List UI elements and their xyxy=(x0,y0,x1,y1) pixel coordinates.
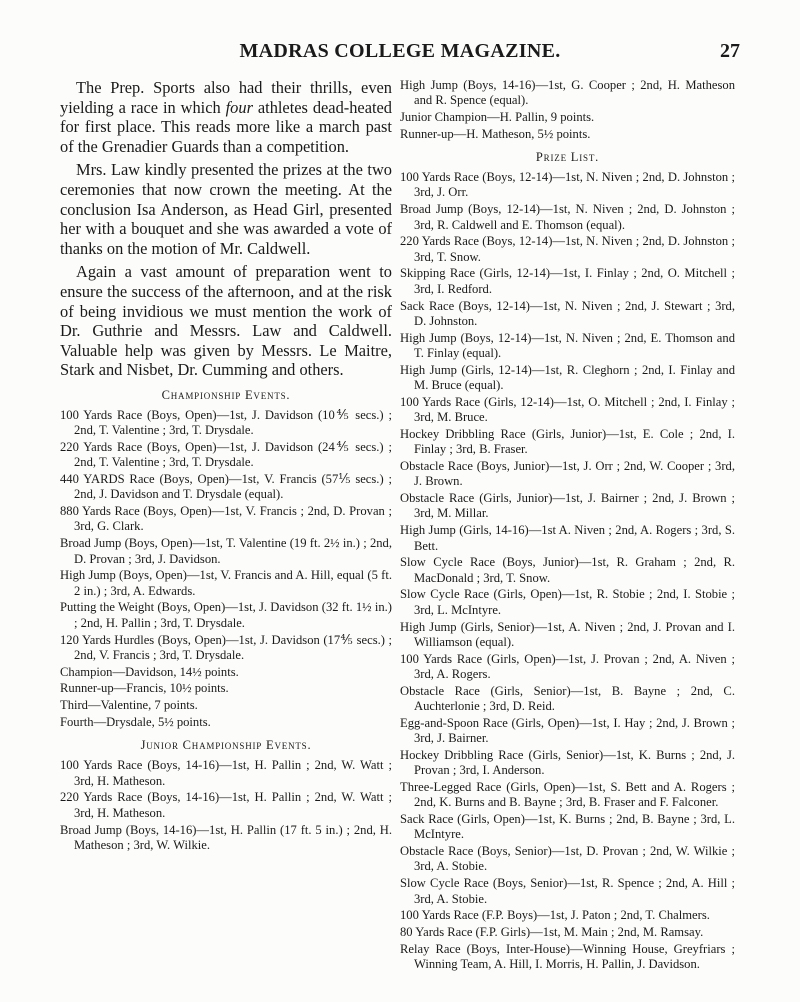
result-entry: 120 Yards Hurdles (Boys, Open)—1st, J. Davidson (17⅘ secs.) ; 2nd, V. Francis ; 3rd, T. Drysdale. xyxy=(60,632,392,662)
result-entry: 100 Yards Race (Boys, 14-16)—1st, H. Pallin ; 2nd, W. Watt ; 3rd, H. Matheson. xyxy=(60,758,392,788)
result-entry: Broad Jump (Boys, 14-16)—1st, H. Pallin (17 ft. 5 in.) ; 2nd, H. Matheson ; 3rd, W. Wilkie. xyxy=(60,822,392,852)
junior-results xyxy=(60,758,392,853)
result-entry: Hockey Dribbling Race (Girls, Senior)—1st, K. Burns ; 2nd, J. Provan ; 3rd, I. Anderson. xyxy=(400,747,735,778)
junior-championship-heading: Junior Championship Events. xyxy=(140,738,312,753)
result-entry: Obstacle Race (Girls, Junior)—1st, J. Bairner ; 2nd, J. Brown ; 3rd, M. Millar. xyxy=(400,491,735,521)
result-entry: Obstacle Race (Boys, Junior)—1st, J. Orr ; 2nd, W. Cooper ; 3rd, J. Brown. xyxy=(400,459,735,489)
championship-heading: Championship Events. xyxy=(161,387,291,402)
result-entry: Broad Jump (Boys, 12-14)—1st, N. Niven ; 2nd, D. Johnston ; 3rd, R. Caldwell and E. Thomson (equal). xyxy=(400,202,735,232)
result-entry: Runner-up—H. Matheson, 5½ points. xyxy=(400,126,591,141)
running-title: MADRAS COLLEGE MAGAZINE. xyxy=(239,40,561,62)
result-entry: Relay Race (Boys, Inter-House)—Winning House, Greyfriars ; Winning Team, A. Hill, I. Morris, H. Pallin, J. Davidson. xyxy=(400,941,735,972)
page-number: 27 xyxy=(720,40,740,62)
result-entry: Slow Cycle Race (Boys, Senior)—1st, R. Spence ; 2nd, A. Hill ; 3rd, A. Stobie. xyxy=(400,876,735,906)
result-entry: 220 Yards Race (Boys, Open)—1st, J. Davidson (24⅘ secs.) ; 2nd, T. Valentine ; 3rd, T. Drysdale. xyxy=(60,440,392,470)
result-entry: 100 Yards Race (F.P. Boys)—1st, J. Paton ; 2nd, T. Chalmers. xyxy=(400,908,710,923)
paragraph-prizes: Mrs. Law kindly presented the prizes at the two ceremonies that now crown the meeting. At the conclusion Isa Anderson, as Head Girl, presented her with a bouquet and she was awarded a vote of thanks on the motion of Mr. Caldwell. xyxy=(60,160,392,258)
result-entry: High Jump (Girls, 14-16)—1st A. Niven ; 2nd, A. Rogers ; 3rd, S. Bett. xyxy=(400,523,735,553)
result-entry: Runner-up—Francis, 10½ points. xyxy=(60,681,229,696)
result-entry: 440 YARDS Race (Boys, Open)—1st, V. Francis (57⅕ secs.) ; 2nd, J. Davidson and T. Drysdale (equal). xyxy=(60,472,392,502)
result-entry: 220 Yards Race (Boys, 14-16)—1st, H. Pallin ; 2nd, W. Watt ; 3rd, H. Matheson. xyxy=(60,790,392,820)
paragraph-prep-sports: The Prep. Sports also had their thrills, even yielding a race in which four athletes dead-heated for first place. This reads more like a march past of the Grenadier Guards than a competition. xyxy=(60,78,392,156)
result-entry: Slow Cycle Race (Boys, Junior)—1st, R. Graham ; 2nd, R. MacDonald ; 3rd, T. Snow. xyxy=(400,555,735,585)
result-entry: 220 Yards Race (Boys, 12-14)—1st, N. Niven ; 2nd, D. Johnston ; 3rd, T. Snow. xyxy=(400,234,735,264)
left-column xyxy=(60,78,392,855)
result-entry: 80 Yards Race (F.P. Girls)—1st, M. Main ; 2nd, M. Ramsay. xyxy=(400,925,704,940)
result-entry: High Jump (Boys, Open)—1st, V. Francis and A. Hill, equal (5 ft. 2 in.) ; 3rd, A. Edwards. xyxy=(60,568,392,598)
page-header xyxy=(60,40,740,70)
result-entry: Hockey Dribbling Race (Girls, Junior)—1st, E. Cole ; 2nd, I. Finlay ; 3rd, B. Fraser. xyxy=(400,426,735,457)
result-entry: Three-Legged Race (Girls, Open)—1st, S. Bett and A. Rogers ; 2nd, K. Burns and B. Bayne ; 3rd, B. Fraser and F. Falconer. xyxy=(400,779,735,810)
result-entry: Skipping Race (Girls, 12-14)—1st, I. Finlay ; 2nd, O. Mitchell ; 3rd, I. Redford. xyxy=(400,266,735,296)
result-entry: Third—Valentine, 7 points. xyxy=(60,698,198,713)
result-entry: 100 Yards Race (Boys, 12-14)—1st, N. Niven ; 2nd, D. Johnston ; 3rd, J. Orr. xyxy=(400,170,735,200)
result-entry: Fourth—Drysdale, 5½ points. xyxy=(60,715,211,730)
result-entry: Slow Cycle Race (Girls, Open)—1st, R. Stobie ; 2nd, I. Stobie ; 3rd, L. McIntyre. xyxy=(400,587,735,617)
junior-results-continued xyxy=(400,78,735,142)
prize-list-results xyxy=(400,170,735,972)
right-column xyxy=(400,78,735,974)
result-entry: High Jump (Girls, 12-14)—1st, R. Cleghorn ; 2nd, I. Finlay and M. Bruce (equal). xyxy=(400,362,735,393)
result-entry: 100 Yards Race (Girls, Open)—1st, J. Provan ; 2nd, A. Niven ; 3rd, A. Rogers. xyxy=(400,651,735,681)
result-entry: Putting the Weight (Boys, Open)—1st, J. Davidson (32 ft. 1½ in.) ; 2nd, H. Pallin ; 3rd, T. Drysdale. xyxy=(60,600,392,630)
result-entry: Obstacle Race (Boys, Senior)—1st, D. Provan ; 2nd, W. Wilkie ; 3rd, A. Stobie. xyxy=(400,844,735,874)
result-entry: 100 Yards Race (Girls, 12-14)—1st, O. Mitchell ; 2nd, I. Finlay ; 3rd, M. Bruce. xyxy=(400,394,735,425)
result-entry: Sack Race (Boys, 12-14)—1st, N. Niven ; 2nd, J. Stewart ; 3rd, D. Johnston. xyxy=(400,298,735,328)
result-entry: Obstacle Race (Girls, Senior)—1st, B. Bayne ; 2nd, C. Auchterlonie ; 3rd, D. Reid. xyxy=(400,683,735,713)
prize-list-heading: Prize List. xyxy=(535,150,600,165)
championship-results xyxy=(60,408,392,730)
result-entry: 880 Yards Race (Boys, Open)—1st, V. Francis ; 2nd, D. Provan ; 3rd, G. Clark. xyxy=(60,504,392,534)
result-entry: Champion—Davidson, 14½ points. xyxy=(60,664,239,679)
paragraph-thanks: Again a vast amount of preparation went to ensure the success of the afternoon, and at the risk of being invidious we must mention the work of Dr. Guthrie and Messrs. Law and Caldwell. Valuable help was given by Messrs. Le Maitre, Stark and Nisbet, Dr. Cumming and others. xyxy=(60,262,392,380)
result-entry: High Jump (Girls, Senior)—1st, A. Niven ; 2nd, J. Provan and I. Williamson (equal). xyxy=(400,619,735,649)
result-entry: High Jump (Boys, 12-14)—1st, N. Niven ; 2nd, E. Thomson and T. Finlay (equal). xyxy=(400,330,735,360)
result-entry: Broad Jump (Boys, Open)—1st, T. Valentine (19 ft. 2½ in.) ; 2nd, D. Provan ; 3rd, J. Davidson. xyxy=(60,536,392,566)
result-entry: Junior Champion—H. Pallin, 9 points. xyxy=(400,110,595,125)
result-entry: High Jump (Boys, 14-16)—1st, G. Cooper ; 2nd, H. Matheson and R. Spence (equal). xyxy=(400,78,735,108)
result-entry: Sack Race (Girls, Open)—1st, K. Burns ; 2nd, B. Bayne ; 3rd, L. McIntyre. xyxy=(400,812,735,842)
result-entry: 100 Yards Race (Boys, Open)—1st, J. Davidson (10⅘ secs.) ; 2nd, T. Valentine ; 3rd, T. Drysdale. xyxy=(60,407,392,438)
result-entry: Egg-and-Spoon Race (Girls, Open)—1st, I. Hay ; 2nd, J. Brown ; 3rd, J. Bairner. xyxy=(400,715,735,746)
